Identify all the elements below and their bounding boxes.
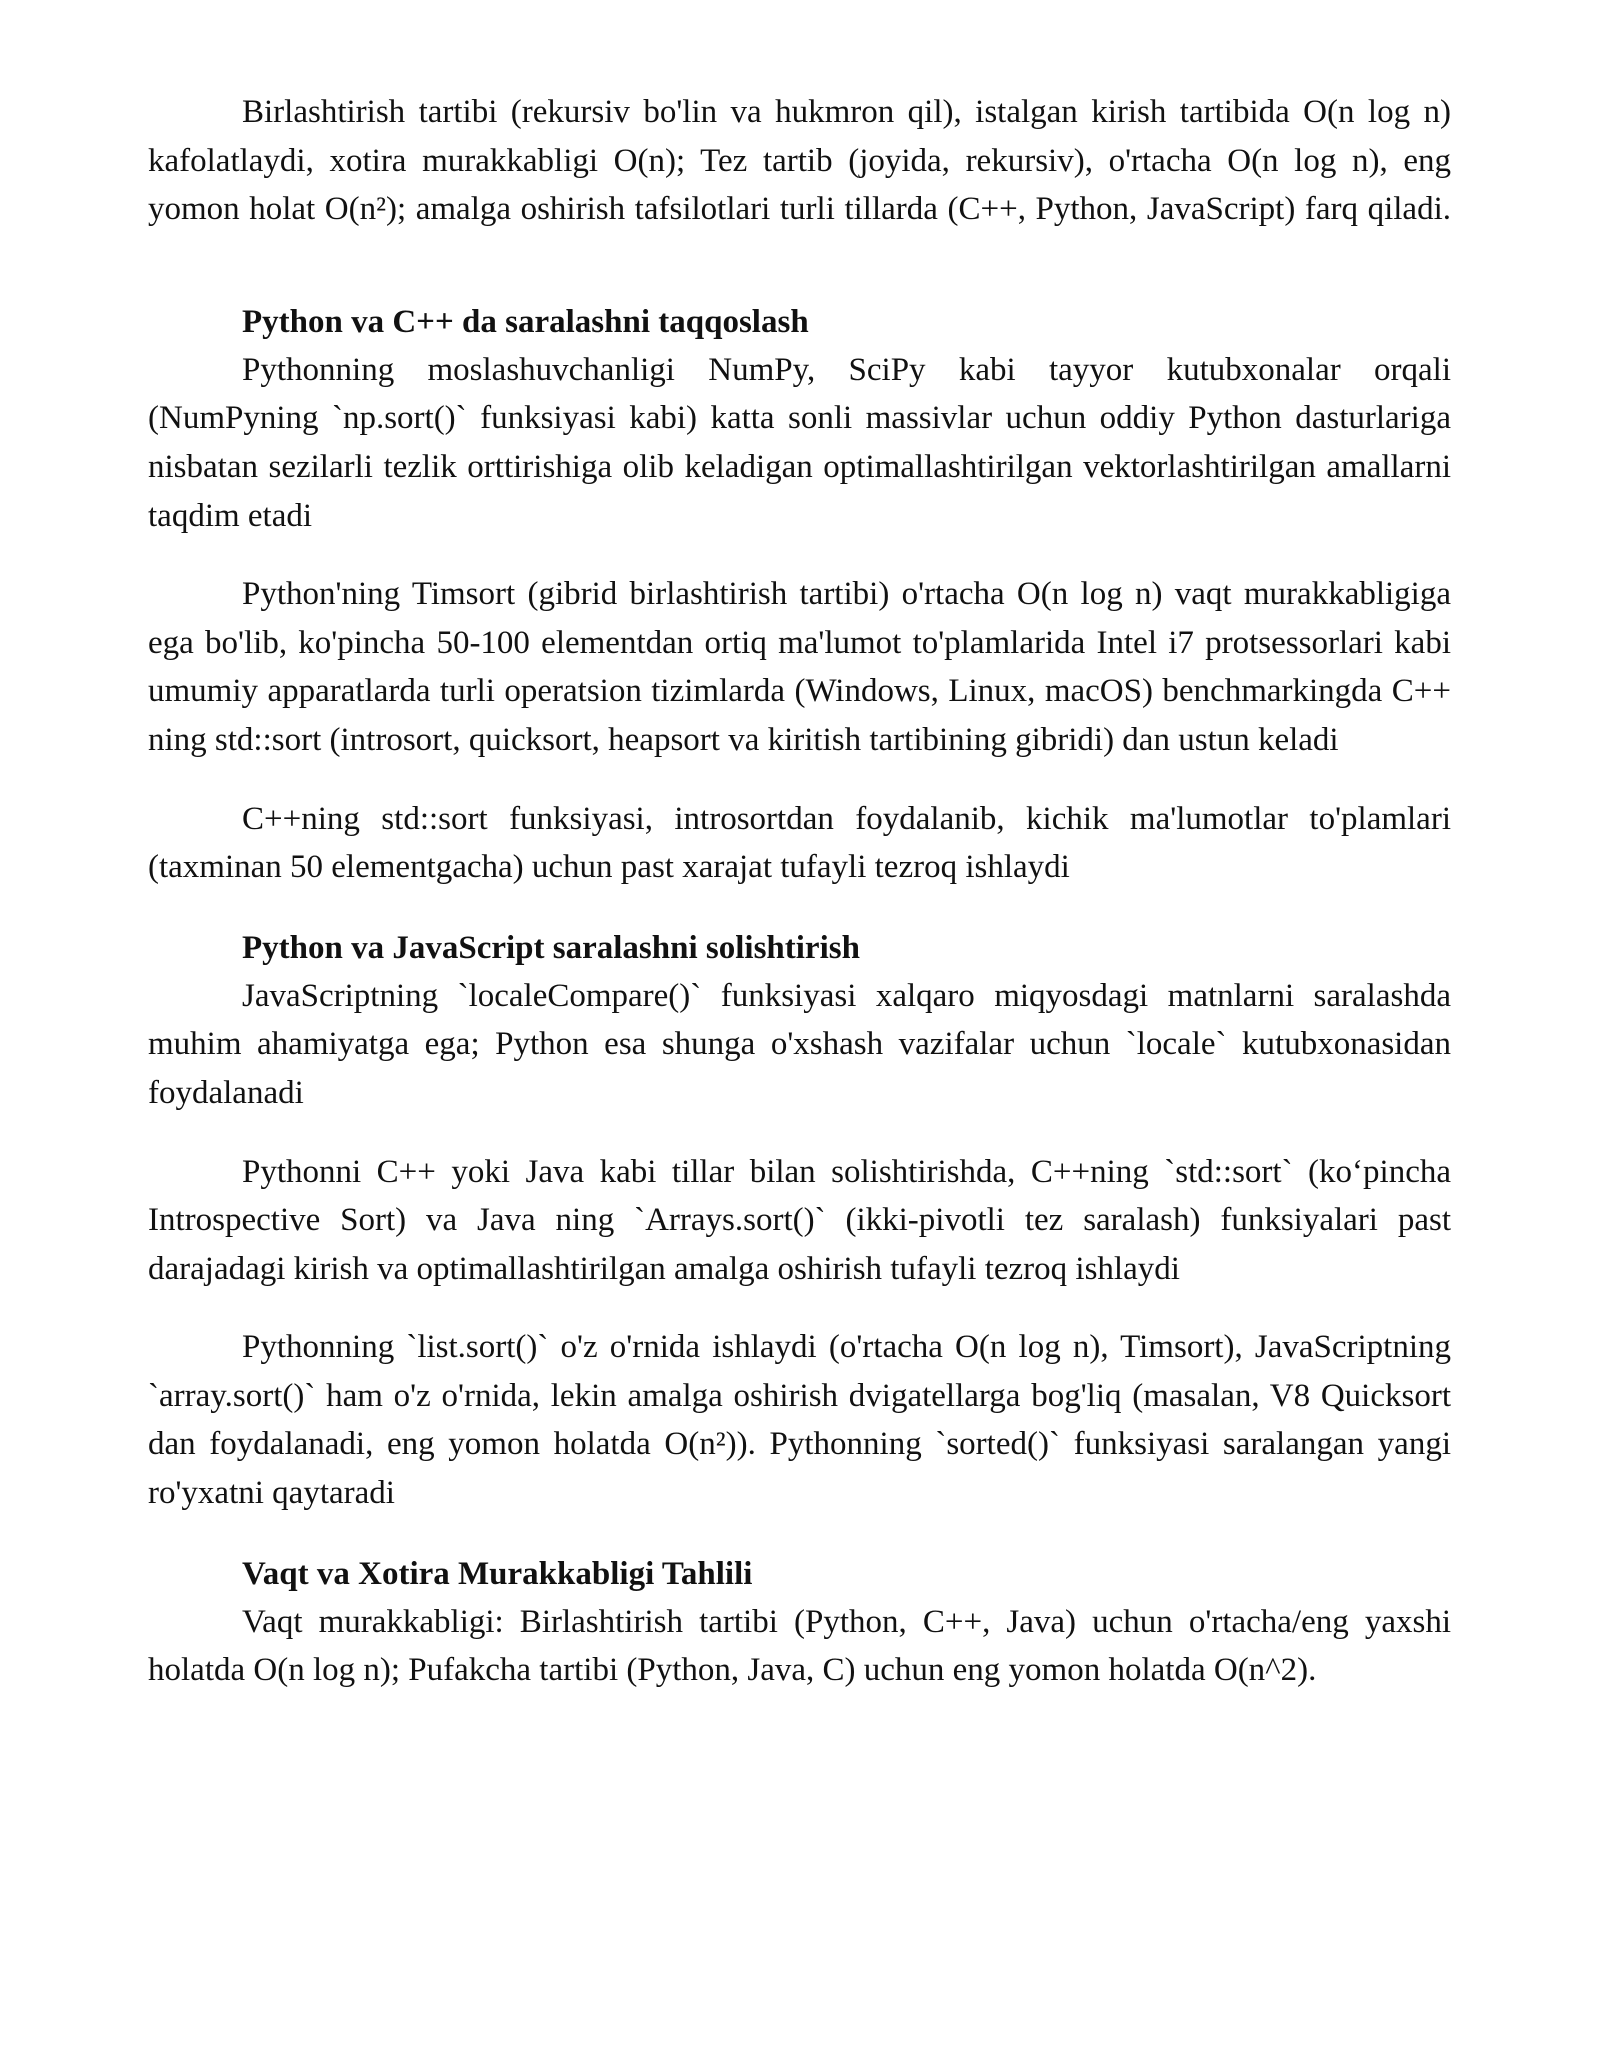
paragraph-complexity: Vaqt murakkabligi: Birlashtirish tartibi (Python, C++, Java) uchun o'rtacha/eng yaxshi holatda O(n log n); Pufakcha tartibi (Python, Java, C) uchun eng yomon holatda O(n^2).: [148, 1603, 1451, 1689]
paragraph-list-sort: Pythonning `list.sort()` o'z o'rnida ishlaydi (o'rtacha O(n log n), Timsort), JavaScriptning `array.sort()` ham o'z o'rnida, lekin amalga oshirish dvigatellarga bog'liq (masalan, V8 Quicksort dan foydalanadi, eng yomon holatda O(n²)). Pythonning `sorted()` funksiyasi saralangan yangi ro'yxatni qaytaradi: [148, 1329, 1451, 1512]
spacer: [148, 892, 1451, 924]
spacer: [148, 1518, 1451, 1550]
spacer: [148, 1293, 1451, 1323]
paragraph-cpp-java: Pythonni C++ yoki Java kabi tillar bilan solishtirishda, C++ning `std::sort` (koʻpincha Introspective Sort) va Java ning `Arrays.sort()` (ikki-pivotli tez saralash) funksiyalari past darajadagi kirish va optimallashtirilgan amalga oshirish tufayli tezroq ishlaydi: [148, 1153, 1451, 1287]
paragraph-numpy: Pythonning moslashuvchanligi NumPy, SciPy kabi tayyor kutubxonalar orqali (NumPyning `np.sort()` funksiyasi kabi) katta sonli massivlar uchun oddiy Python dasturlariga nisbatan sezilarli tezlik orttirishiga olib keladigan optimallashtirilgan vektorlashtirilgan amallarni taqdim etadi: [148, 351, 1451, 534]
heading-complexity-analysis: Vaqt va Xotira Murakkabligi Tahlili: [242, 1555, 753, 1592]
paragraph-timsort: Python'ning Timsort (gibrid birlashtirish tartibi) o'rtacha O(n log n) vaqt murakkabligiga ega bo'lib, ko'pincha 50-100 elementdan ortiq ma'lumot to'plamlarida Intel i7 protsessorlari kabi umumiy apparatlarda turli operatsion tizimlarda (Windows, Linux, macOS) benchmarkingda C++ ning std::sort (introsort, quicksort, heapsort va kiritish tartibining gibridi) dan ustun keladi: [148, 576, 1451, 758]
heading-python-js-comparison: Python va JavaScript saralashni solishtirish: [242, 929, 860, 966]
paragraph-merge-sort-intro: Birlashtirish tartibi (rekursiv bo'lin va hukmron qil), istalgan kirish tartibida O(n log n) kafolatlaydi, xotira murakkabligi O(n); Tez tartib (joyida, rekursiv), o'rtacha O(n log n), eng yomon holat O(n²); amalga oshirish tafsilotlari turli tillarda (C++, Python, JavaScript) farq qiladi.: [148, 94, 1451, 228]
spacer: [148, 234, 1451, 298]
spacer: [148, 540, 1451, 570]
document-page: [148, 88, 1451, 1695]
heading-python-cpp-comparison: Python va C++ da saralashni taqqoslash: [242, 303, 809, 340]
paragraph-locale-compare: JavaScriptning `localeCompare()` funksiyasi xalqaro miqyosdagi matnlarni saralashda muhim ahamiyatga ega; Python esa shunga o'xshash vazifalar uchun `locale` kutubxonasidan foydalanadi: [148, 977, 1451, 1111]
spacer: [148, 765, 1451, 795]
paragraph-std-sort: C++ning std::sort funksiyasi, introsortdan foydalanib, kichik ma'lumotlar to'plamlari (taxminan 50 elementgacha) uchun past xarajat tufayli tezroq ishlaydi: [148, 800, 1451, 886]
spacer: [148, 1118, 1451, 1148]
